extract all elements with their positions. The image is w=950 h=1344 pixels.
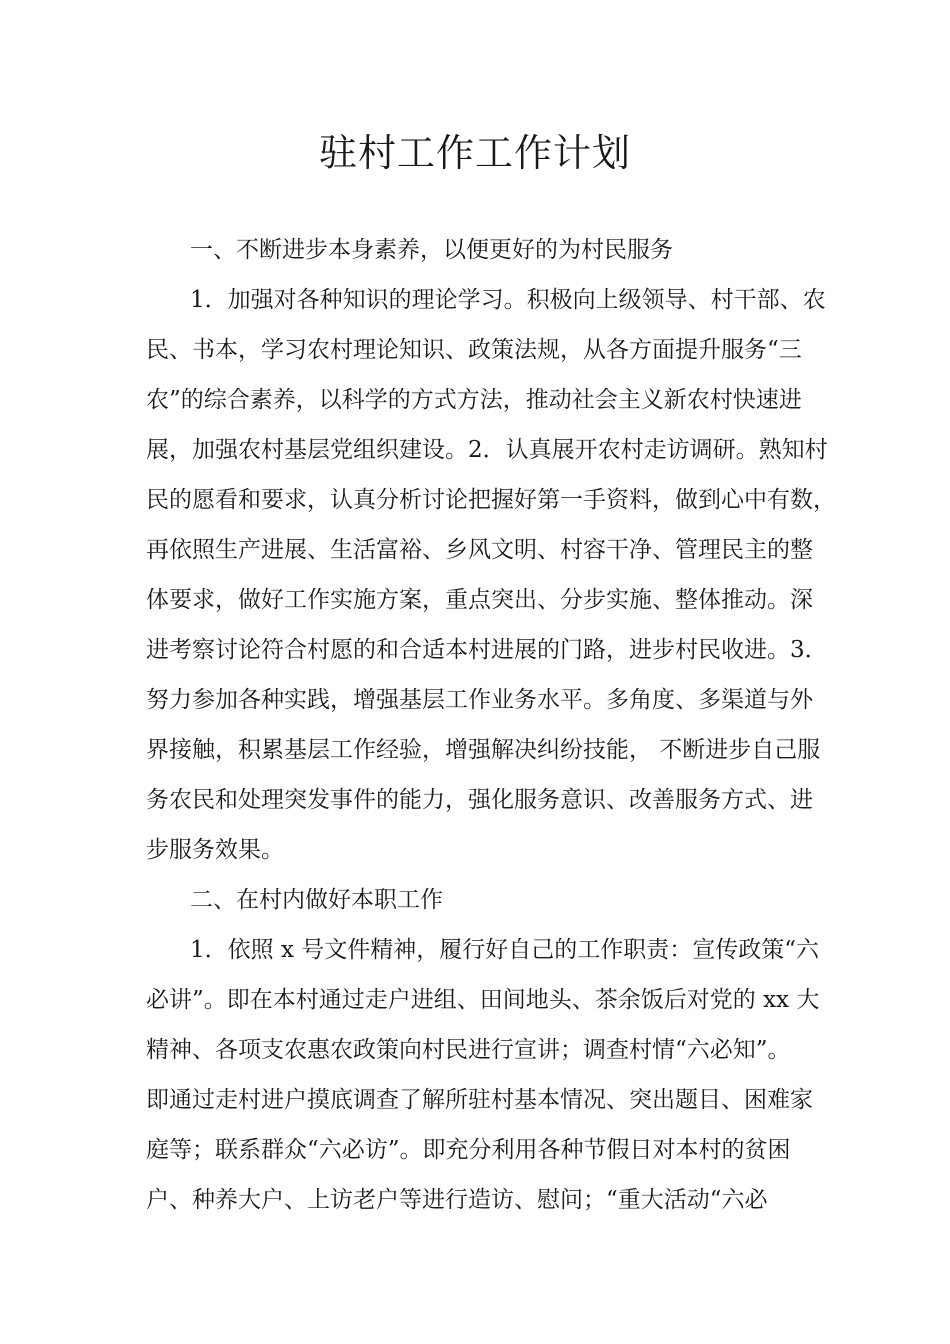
- paragraph-line: 户、种养大户、上访老户等进行造访、慰问；“重大活动“六必: [146, 1187, 768, 1213]
- paragraph-line: 体要求，做好工作实施方案，重点突出、分步实施、整体推动。深: [146, 587, 813, 613]
- paragraph-line: 即通过走村进户摸底调查了解所驻村基本情况、突出题目、困难家: [146, 1087, 813, 1113]
- paragraph-line: 再依照生产进展、生活富裕、乡风文明、村容干净、管理民主的整: [146, 537, 813, 563]
- paragraph-line: 庭等；联系群众“六必访”。即充分利用各种节假日对本村的贫困: [146, 1137, 791, 1163]
- section-heading-2: 二、在村内做好本职工作: [190, 887, 443, 913]
- document-title: 驻村工作工作计划: [318, 131, 631, 175]
- paragraph-line: 精神、各项支农惠农政策向村民进行宣讲；调查村情“六必知”。: [146, 1037, 791, 1063]
- paragraph-line: 民的愿看和要求，认真分析讨论把握好第一手资料，做到心中有数，: [146, 487, 836, 513]
- paragraph-line: 农”的综合素养，以科学的方式方法，推动社会主义新农村快速进: [146, 387, 802, 413]
- paragraph-line: 1．加强对各种知识的理论学习。积极向上级领导、村干部、农: [190, 287, 826, 313]
- paragraph-line: 努力参加各种实践，增强基层工作业务水平。多角度、多渠道与外: [146, 687, 813, 713]
- paragraph-line: 展，加强农村基层党组织建设。2．认真展开农村走访调研。熟知村: [146, 437, 828, 463]
- paragraph-line: 务农民和处理突发事件的能力，强化服务意识、改善服务方式、进: [146, 787, 813, 813]
- section-heading-1: 一、不断进步本身素养，以便更好的为村民服务: [190, 237, 673, 263]
- paragraph-line: 进考察讨论符合村愿的和合适本村进展的门路，进步村民收进。3．: [146, 637, 828, 663]
- paragraph-line: 步服务效果。: [146, 837, 284, 863]
- paragraph-line: 必讲”。即在本村通过走户进组、田间地头、茶余饭后对党的 xx 大: [146, 987, 820, 1013]
- paragraph-line: 界接触，积累基层工作经验，增强解决纠纷技能， 不断进步自己服: [146, 737, 821, 763]
- paragraph-line: 1．依照 x 号文件精神，履行好自己的工作职责：宣传政策“六: [190, 937, 819, 963]
- paragraph-line: 民、书本，学习农村理论知识、政策法规，从各方面提升服务“三: [146, 337, 802, 363]
